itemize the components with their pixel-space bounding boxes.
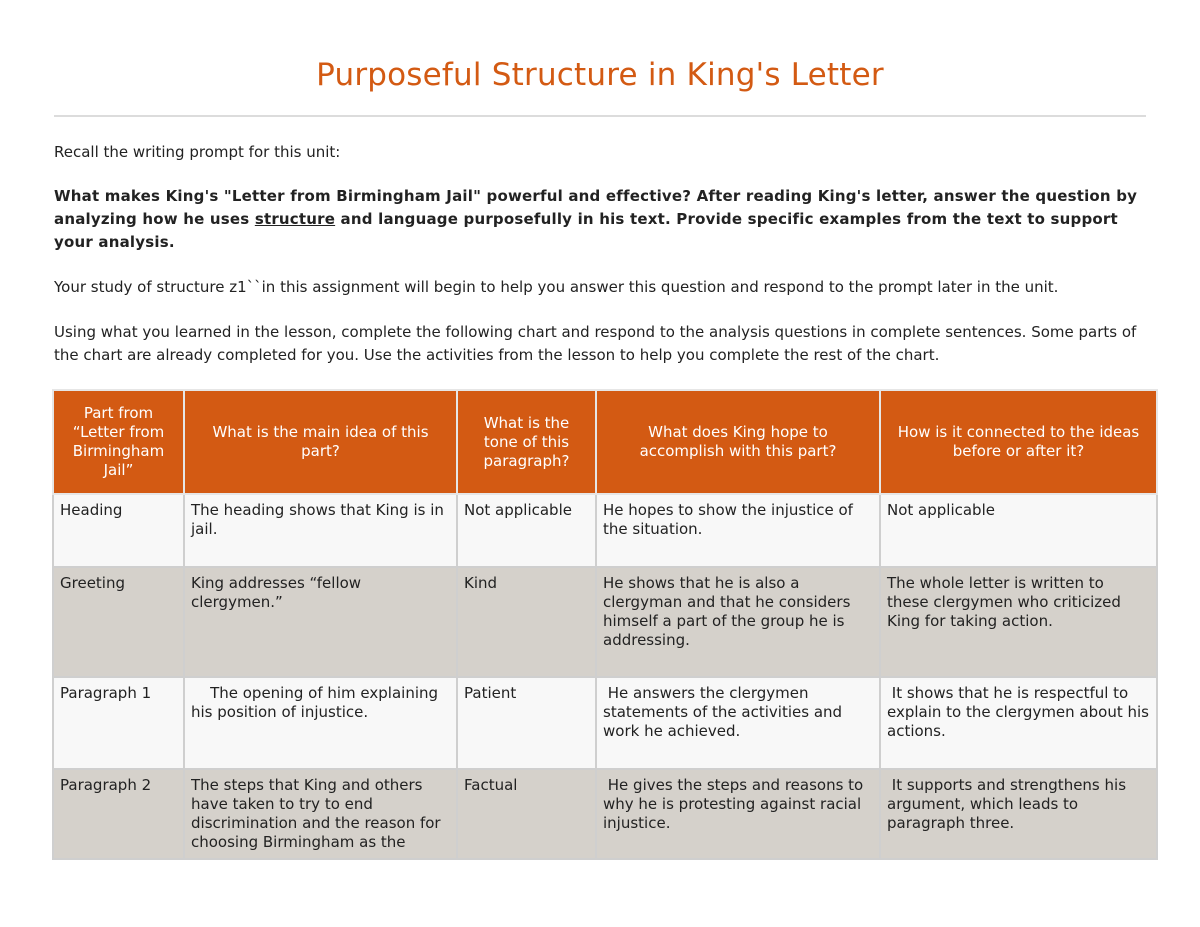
cell-connection[interactable]: It shows that he is respectful to explain to the clergymen about his actions. [880,677,1157,769]
document-page [54,0,1146,367]
cell-connection[interactable]: The whole letter is written to these clergymen who criticized King for taking action. [880,567,1157,677]
prompt-text-part1: What makes King's "Letter from Birmingham Jail" powerful and effective? After reading King's letter, answer the question by analyzing how he uses [54,187,1138,228]
cell-hope[interactable]: He answers the clergymen statements of the activities and work he achieved. [596,677,880,769]
instructions-text: Using what you learned in the lesson, complete the following chart and respond to the analysis questions in complete sentences. Some parts of the chart are already completed for you. Use the activities from the lesson to help you complete the rest of the chart. [54,323,1137,364]
header-tone: What is the tone of this paragraph? [457,390,596,494]
cell-connection[interactable]: Not applicable [880,494,1157,567]
structure-chart [52,389,1158,860]
cell-tone[interactable]: Not applicable [457,494,596,567]
cell-tone[interactable] [457,769,596,859]
cell-main-idea[interactable] [184,769,457,859]
recall-text: Recall the writing prompt for this unit: [54,143,341,161]
cell-main-idea-text: The steps that King and others have taken to try to end discrimination and the reason for choosing Birmingham as the [191,776,441,851]
table-row [53,769,1157,859]
prompt-underlined-word: structure [254,210,336,228]
cell-part-text: Paragraph 2 [60,776,152,794]
table-header-row [53,390,1157,494]
cell-hope[interactable] [596,769,880,859]
cell-part[interactable]: Greeting [53,567,184,677]
title-divider [54,115,1146,117]
cell-connection-text: It supports and strengthens his argument, which leads to paragraph three. [887,776,1131,832]
cell-connection[interactable] [880,769,1157,859]
header-main-idea: What is the main idea of this part? [184,390,457,494]
table-row [53,567,1157,677]
prompt-text-part2: and language purposefully in his text. Provide specific examples from the text to support your analysis. [54,210,1118,251]
writing-prompt [54,185,1146,254]
cell-hope-text: He gives the steps and reasons to why he is protesting against racial injustice. [603,776,869,832]
cell-tone-text: Factual [464,776,518,794]
table-row [53,494,1157,567]
header-connection: How is it connected to the ideas before or after it? [880,390,1157,494]
study-text: Your study of structure z1``in this assignment will begin to help you answer this question and respond to the prompt later in the unit. [54,278,1059,296]
cell-tone[interactable]: Patient [457,677,596,769]
cell-main-idea[interactable]: The opening of him explaining his position of injustice. [184,677,457,769]
page-title: Purposeful Structure in King's Letter [316,57,884,93]
cell-hope[interactable]: He hopes to show the injustice of the situation. [596,494,880,567]
header-part: Part from “Letter from Birmingham Jail” [53,390,184,494]
cell-part[interactable] [53,769,184,859]
cell-part[interactable]: Heading [53,494,184,567]
cell-hope[interactable]: He shows that he is also a clergyman and that he considers himself a part of the group he is addressing. [596,567,880,677]
header-hope: What does King hope to accomplish with this part? [596,390,880,494]
cell-main-idea[interactable]: King addresses “fellow clergymen.” [184,567,457,677]
table-row [53,677,1157,769]
cell-part[interactable]: Paragraph 1 [53,677,184,769]
cell-tone[interactable]: Kind [457,567,596,677]
cell-main-idea[interactable]: The heading shows that King is in jail. [184,494,457,567]
